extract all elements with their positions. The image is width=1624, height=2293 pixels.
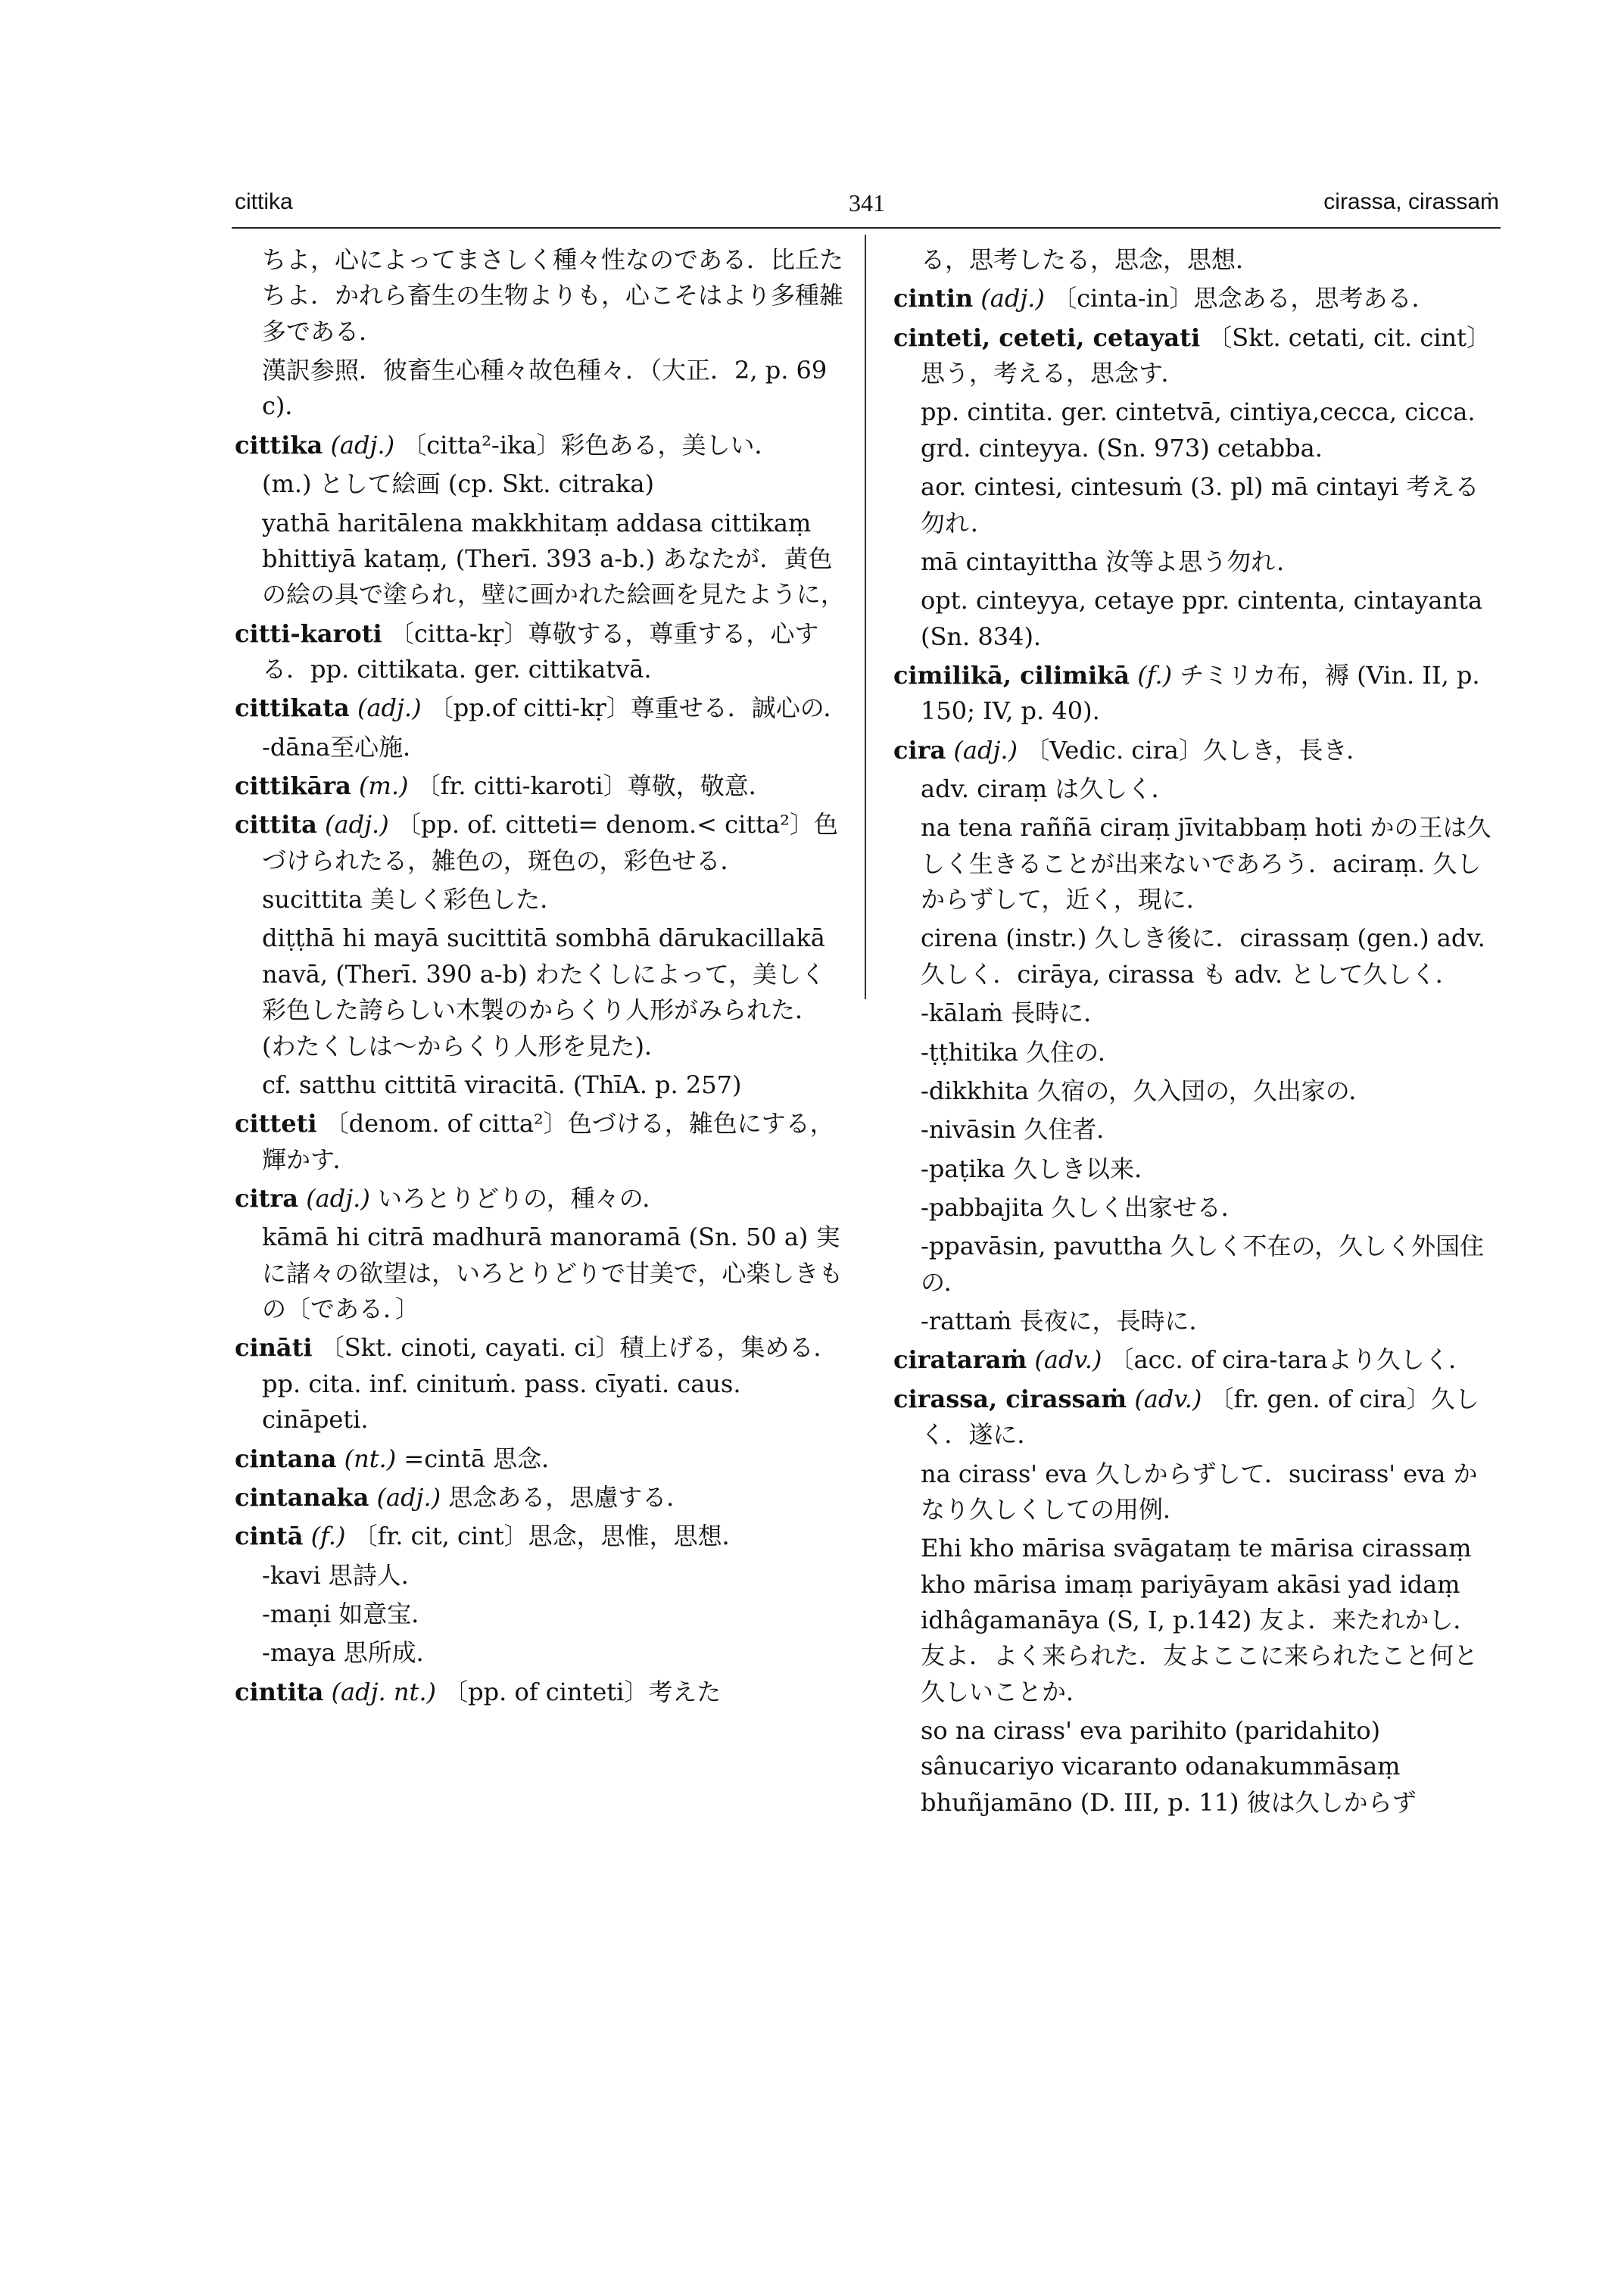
dictionary-entry <box>235 616 848 688</box>
entry-subline <box>235 882 848 918</box>
definition: 〔pp.of citti-kṛ〕尊重せる．誠心の． <box>429 693 848 723</box>
definition: 思念ある，思慮する． <box>448 1482 691 1512</box>
subline-text: yathā haritālena makkhitaṃ addasa cittikaṃ bhittiyā kataṃ, (Therī. 393 a-b.) あなたが．黄色の絵の具で塗られ，壁に画かれた絵画を見たように， <box>262 508 845 609</box>
definition: 〔Vedic. cira〕久しき，長き． <box>1025 735 1371 765</box>
entry-subline <box>893 1035 1499 1070</box>
grammar-tag: (adv.) <box>1134 1384 1202 1413</box>
entry-subline <box>235 242 848 350</box>
grammar-tag: (m.) <box>359 771 409 801</box>
left-column <box>235 242 848 1713</box>
entry-subline <box>893 1151 1499 1187</box>
grammar-tag: (f.) <box>310 1522 346 1551</box>
entry-subline <box>235 353 848 425</box>
subline-text: -ppavāsin, pavuttha 久しく不在の，久しく外国住の． <box>921 1232 1485 1297</box>
grammar-tag: (adj.) <box>325 810 389 840</box>
subline-text: opt. cinteyya, cetaye ppr. cintenta, cintayanta (Sn. 834). <box>921 586 1483 651</box>
dictionary-entry <box>893 281 1499 316</box>
dictionary-entry <box>235 768 848 804</box>
subline-text: -kavi 思詩人． <box>262 1560 425 1590</box>
entry-subline <box>893 583 1499 655</box>
grammar-tag: (nt.) <box>344 1444 397 1473</box>
definition: いろとりどりの，種々の． <box>377 1183 667 1213</box>
grammar-tag: (f.) <box>1137 660 1173 690</box>
subline-text: -paṭika 久しき以来． <box>921 1154 1159 1183</box>
subline-text: -pabbajita 久しく出家せる． <box>921 1192 1245 1222</box>
headword: cinteti, ceteti, cetayati <box>893 322 1201 352</box>
entry-subline <box>235 1597 848 1632</box>
headword: cimilikā, cilimikā <box>893 660 1130 690</box>
subline-text: -maya 思所成． <box>262 1638 441 1668</box>
subline-text: cf. satthu cittitā viracitā. (ThīA. p. 257) <box>262 1070 742 1099</box>
subline-text: mā cintayittha 汝等よ思う勿れ． <box>921 547 1301 576</box>
dictionary-entry <box>235 428 848 463</box>
grammar-tag: (adj.) <box>330 430 395 460</box>
definition: 〔pp. of cinteti〕考えた <box>444 1677 722 1706</box>
entry-subline <box>893 1456 1499 1528</box>
headword: cittika <box>235 430 323 460</box>
right-column <box>893 242 1499 1824</box>
entry-subline <box>893 242 1499 278</box>
subline-text: -dāna至心施． <box>262 732 428 762</box>
definition: チミリカ布，褥 (Vin. II, p. 150; IV, p. 40). <box>921 660 1480 726</box>
header-rule <box>232 227 1501 229</box>
subline-text: diṭṭhā hi mayā sucittitā sombhā dārukacillakā navā, (Therī. 390 a-b) わたくしによって，美しく彩色した誇らしい木製のからくり人形がみられた．(わたくしは～からくり人形を見た)． <box>262 924 826 1061</box>
subline-text: (m.) として絵画 (cp. Skt. citraka) <box>262 469 654 499</box>
subline-text: -ṭṭhitika 久住の． <box>921 1037 1122 1067</box>
entry-subline <box>893 995 1499 1031</box>
entry-subline <box>893 1713 1499 1821</box>
subline-text: ちよ，心によってまさしく種々性なのである．比丘たちよ．かれら畜生の生物よりも，心こそはより多種雑多である． <box>262 245 844 346</box>
entry-subline <box>235 466 848 502</box>
subline-text: -dikkhita 久宿の，久入団の，久出家の． <box>921 1076 1373 1105</box>
grammar-tag: (adj. nt.) <box>331 1677 436 1706</box>
entry-subline <box>893 1304 1499 1339</box>
subline-text: る，思考したる，思念，思想． <box>921 245 1261 274</box>
page-number: 341 <box>849 189 885 217</box>
dictionary-entry <box>235 1106 848 1178</box>
subline-text: -maṇi 如意宝． <box>262 1599 436 1628</box>
dictionary-entry <box>235 1181 848 1217</box>
dictionary-entry <box>893 733 1499 768</box>
header-right-guide-word: cirassa, cirassaṁ <box>1323 189 1499 214</box>
header-left-guide-word: cittika <box>235 189 293 214</box>
definition: 〔Skt. cetati, cit. cint〕思う，考える，思念す． <box>921 322 1492 388</box>
entry-subline <box>893 394 1499 466</box>
definition: 〔Skt. cinoti, cayati. ci〕積上げる，集める．pp. cita. inf. cinituṁ. pass. cīyati. caus. cināpeti. <box>262 1333 838 1435</box>
definition: 〔fr. citti-karoti〕尊敬，敬意． <box>416 771 773 801</box>
headword: cintita <box>235 1677 324 1706</box>
dictionary-entry <box>235 1480 848 1516</box>
definition: =cintā 思念． <box>404 1444 566 1473</box>
definition: 〔pp. of. citteti= denom.< citta²〕色づけられたる，雑色の，斑色の，彩色せる． <box>262 810 838 875</box>
entry-subline <box>235 1558 848 1594</box>
definition: 〔citta²-ika〕彩色ある，美しい． <box>402 430 779 460</box>
grammar-tag: (adj.) <box>376 1482 441 1512</box>
grammar-tag: (adj.) <box>953 735 1018 765</box>
subline-text: -kālaṁ 長時に． <box>921 999 1108 1028</box>
definition: 〔fr. gen. of cira〕久しく．遂に． <box>921 1384 1479 1450</box>
headword: cintā <box>235 1522 304 1551</box>
subline-text: so na cirass' eva parihito (paridahito) sânucariyo vicaranto odanakummāsaṃ bhuñjamāno (D. III, p. 11) 彼は久しからず <box>921 1716 1417 1817</box>
entry-subline <box>893 544 1499 580</box>
dictionary-entry <box>235 1519 848 1554</box>
subline-text: sucittita 美しく彩色した． <box>262 885 565 914</box>
dictionary-entry <box>893 320 1499 392</box>
headword: cittikata <box>235 693 350 723</box>
definition: 〔denom. of citta²〕色づける，雑色にする，輝かす． <box>262 1109 834 1174</box>
entry-subline <box>893 771 1499 807</box>
grammar-tag: (adj.) <box>357 693 422 723</box>
grammar-tag: (adv.) <box>1034 1345 1102 1375</box>
dictionary-entry <box>235 690 848 726</box>
entry-subline <box>893 1190 1499 1226</box>
subline-text: na cirass' eva 久しからずして．sucirass' eva かなり久しくしての用例． <box>921 1459 1478 1524</box>
entry-subline <box>893 810 1499 918</box>
definition: 〔citta-kṛ〕尊敬する，尊重する，心する．pp. cittikata. ger. cittikatvā. <box>262 618 819 684</box>
dictionary-entry <box>893 1382 1499 1453</box>
headword: citteti <box>235 1109 317 1139</box>
entry-subline <box>235 506 848 613</box>
headword: cirassa, cirassaṁ <box>893 1384 1127 1413</box>
subline-text: aor. cintesi, cintesuṁ (3. pl) mā cintayi 考える勿れ． <box>921 472 1479 537</box>
page-header <box>235 189 1499 223</box>
subline-text: 漢訳参照．彼畜生心種々故色種々．（大正．2, p. 69 c)． <box>262 356 828 421</box>
headword: ciratarаṁ <box>893 1345 1027 1375</box>
entry-subline <box>893 1112 1499 1148</box>
entry-subline <box>235 1635 848 1671</box>
dictionary-entry <box>893 1342 1499 1378</box>
headword: cittikāra <box>235 771 351 801</box>
subline-text: -rattaṁ 長夜に，長時に． <box>921 1307 1214 1336</box>
definition: 〔cinta-in〕思念ある，思考ある． <box>1052 284 1436 313</box>
entry-subline <box>893 921 1499 992</box>
entry-subline <box>235 921 848 1064</box>
entry-subline <box>235 1220 848 1327</box>
dictionary-entry <box>235 1330 848 1438</box>
subline-text: adv. ciraṃ は久しく． <box>921 774 1176 804</box>
column-divider <box>865 235 866 999</box>
subline-text: kāmā hi citrā madhurā manoramā (Sn. 50 a) 実に諸々の欲望は，いろとりどりで甘美で，心楽しきもの〔である．〕 <box>262 1223 843 1324</box>
subline-text: na tena raññā ciraṃ jīvitabbaṃ hoti かの王は久しく生きることが出来ないであろう．aciraṃ. 久しからずして，近く，現に． <box>921 813 1492 914</box>
headword: cittita <box>235 810 317 840</box>
subline-text: Ehi kho mārisa svāgataṃ te mārisa cirassaṃ kho mārisa imaṃ pariyāyam akāsi yad idaṃ idhâgamanāya (S, I, p.142) 友よ．来たれかし．友よ．よく来られた．友よここに来られたこと何と久しいことか． <box>921 1534 1479 1706</box>
headword: cināti <box>235 1333 313 1363</box>
dictionary-entry <box>893 658 1499 730</box>
headword: citti-karoti <box>235 618 382 648</box>
subline-text: pp. cintita. ger. cintetvā, cintiya,cecca, cicca. grd. cinteyya. (Sn. 973) cetabba. <box>921 397 1476 463</box>
dictionary-entry <box>235 807 848 879</box>
entry-subline <box>235 1067 848 1103</box>
definition: 〔acc. of cira-taraより久しく． <box>1109 1345 1473 1375</box>
subline-text: cirena (instr.) 久しき後に．cirassaṃ (gen.) adv. 久しく．cirāya, cirassa も adv. として久しく． <box>921 924 1485 989</box>
dictionary-entry <box>235 1441 848 1477</box>
entry-subline <box>235 730 848 765</box>
dictionary-entry <box>235 1675 848 1710</box>
entry-subline <box>893 1229 1499 1301</box>
headword: cintin <box>893 284 974 313</box>
headword: cintanaka <box>235 1482 369 1512</box>
subline-text: -nivāsin 久住者． <box>921 1115 1121 1145</box>
entry-subline <box>893 1531 1499 1710</box>
grammar-tag: (adj.) <box>306 1183 370 1213</box>
grammar-tag: (adj.) <box>980 284 1045 313</box>
headword: cira <box>893 735 946 765</box>
entry-subline <box>893 1073 1499 1109</box>
entry-subline <box>893 469 1499 541</box>
definition: 〔fr. cit, cint〕思念，思惟，思想． <box>353 1522 747 1551</box>
headword: cintana <box>235 1444 337 1473</box>
headword: citra <box>235 1183 299 1213</box>
